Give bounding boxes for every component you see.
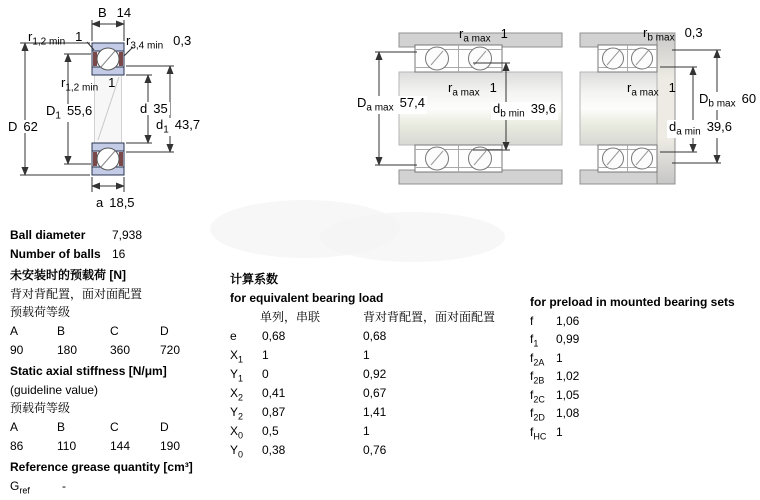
col-header: C bbox=[110, 419, 119, 434]
factor-label: $f_{2D}$ bbox=[530, 406, 545, 423]
dim-label-ra-max-mid: $r_{a max}$ 1 bbox=[448, 80, 497, 99]
calc-heading-cn: 计算系数 bbox=[230, 272, 279, 286]
factor-value: 0,99 bbox=[556, 332, 580, 346]
col-header: D bbox=[160, 419, 169, 434]
preload-unmounted-heading: 未安装时的预载荷 [N] bbox=[10, 268, 126, 283]
factor-label: $X_2$ bbox=[230, 386, 244, 403]
table-header-row bbox=[10, 322, 225, 341]
dim-label-da-min: $d_{a min}$ 39,6 bbox=[669, 119, 732, 138]
ball-diameter-value: 7,938 bbox=[112, 228, 143, 242]
table-row bbox=[230, 422, 520, 441]
col-header: C bbox=[110, 323, 119, 338]
dim-label-rb-max: $r_{b max}$ 0,3 bbox=[643, 25, 703, 44]
table-row bbox=[10, 226, 225, 245]
factor-label: $f_{HC}$ bbox=[530, 424, 547, 441]
factor-value-2: 1,41 bbox=[363, 405, 387, 419]
table-row bbox=[10, 245, 225, 264]
preload-unmounted-config-line: 背对背配置，面对面配置 bbox=[10, 286, 143, 301]
table-row bbox=[530, 330, 758, 349]
factor-value-1: 0,38 bbox=[262, 443, 286, 457]
factor-value-2: 0,68 bbox=[363, 329, 387, 343]
preload-value-c: 360 bbox=[110, 342, 131, 357]
factor-label: $f_{2A}$ bbox=[530, 350, 545, 367]
number-of-balls-label: Number of balls bbox=[10, 246, 101, 261]
dim-label-db-max: $D_{b max}$ 60 bbox=[699, 91, 757, 110]
table-header-row bbox=[230, 308, 520, 327]
preload-factors-section bbox=[530, 293, 758, 441]
table-row bbox=[530, 404, 758, 423]
grease-ref-value: - bbox=[62, 478, 66, 493]
table-row bbox=[530, 349, 758, 368]
calc-heading-en: for equivalent bearing load bbox=[230, 291, 384, 305]
ball-diameter-label: Ball diameter bbox=[10, 228, 86, 242]
factor-label: $f_1$ bbox=[530, 332, 539, 349]
dim-label-da-max: $D_{a max}$ 57,4 bbox=[357, 95, 425, 114]
factor-value-2: 0,92 bbox=[363, 367, 387, 381]
factor-label: $f_{2B}$ bbox=[530, 369, 545, 386]
number-of-balls-value: 16 bbox=[112, 246, 126, 261]
preload-value-a: 90 bbox=[10, 342, 24, 357]
dim-label-b: B 14 bbox=[98, 5, 132, 20]
dim-label-a: a 18,5 bbox=[96, 195, 135, 210]
factor-value-2: 1 bbox=[363, 348, 370, 362]
table-row bbox=[530, 367, 758, 386]
preload-mounted-heading: for preload in mounted bearing sets bbox=[530, 295, 735, 309]
factor-value-1: 0,87 bbox=[262, 405, 286, 419]
stiffness-value-a: 86 bbox=[10, 438, 24, 453]
factor-value: 1,02 bbox=[556, 369, 580, 383]
stiffness-value-b: 110 bbox=[57, 438, 77, 453]
preload-unmounted-class-line: 预载荷等级 bbox=[10, 305, 71, 320]
table-header-row bbox=[10, 418, 225, 437]
factor-label: e bbox=[230, 329, 237, 343]
factor-value-1: 0,41 bbox=[262, 386, 286, 400]
table-row bbox=[530, 423, 758, 442]
factor-value-1: 0,5 bbox=[262, 424, 279, 438]
grease-heading: Reference grease quantity [cm³] bbox=[10, 460, 193, 475]
stiffness-value-c: 144 bbox=[110, 438, 131, 453]
dim-label-d1-outer: $D_1$ 55,6 bbox=[46, 103, 93, 122]
dim-label-r12-min-mid: $r_{1,2 min}$ 1 bbox=[61, 75, 116, 94]
calculation-factors-section bbox=[230, 270, 520, 460]
factor-label: $Y_2$ bbox=[230, 405, 244, 422]
factor-value: 1,08 bbox=[556, 406, 580, 420]
table-row bbox=[230, 346, 520, 365]
dim-label-bore-diameter: d 35 bbox=[140, 101, 168, 116]
factor-value-2: 0,76 bbox=[363, 443, 387, 457]
table-row bbox=[10, 477, 225, 496]
table-row bbox=[230, 365, 520, 384]
factor-value: 1 bbox=[556, 424, 563, 439]
table-row bbox=[10, 341, 225, 360]
table-row bbox=[230, 441, 520, 460]
mounted-pair-diagram-b bbox=[580, 33, 675, 184]
factor-label: $X_1$ bbox=[230, 348, 244, 365]
table-row bbox=[530, 386, 758, 405]
general-data-section bbox=[10, 226, 225, 495]
factor-value: 1,05 bbox=[556, 387, 580, 402]
factor-label: $Y_1$ bbox=[230, 367, 244, 384]
preload-value-d: 720 bbox=[160, 342, 181, 357]
stiffness-heading: Static axial stiffness [N/μm] bbox=[10, 364, 167, 379]
grease-ref-label: $G_{ref}$ bbox=[10, 478, 30, 496]
col-header-back-to-back: 背对背配置，面对面配置 bbox=[363, 310, 496, 324]
dim-label-outer-diameter: D 62 bbox=[8, 119, 38, 134]
table-row bbox=[530, 312, 758, 331]
factor-value-1: 1 bbox=[262, 348, 269, 362]
factor-value: 1 bbox=[556, 350, 563, 365]
col-header: A bbox=[10, 419, 19, 434]
table-row bbox=[10, 437, 225, 456]
table-row bbox=[230, 327, 520, 346]
table-row bbox=[230, 384, 520, 403]
dim-label-d1-inner: $d_1$ 43,7 bbox=[156, 117, 201, 136]
dim-label-r34-min: $r_{3,4 min}$ 0,3 bbox=[126, 33, 192, 52]
dim-label-r12-min-top: $r_{1,2 min}$ 1 bbox=[28, 29, 83, 48]
stiffness-class-line: 预载荷等级 bbox=[10, 401, 71, 416]
factor-label: $f_{2C}$ bbox=[530, 387, 545, 404]
dim-label-ra-max-3: $r_{a max}$ 1 bbox=[627, 80, 676, 99]
col-header: D bbox=[160, 323, 169, 338]
col-header: A bbox=[10, 323, 19, 338]
table-row bbox=[230, 403, 520, 422]
factor-label: $Y_0$ bbox=[230, 443, 244, 460]
dim-label-ra-max-top: $r_{a max}$ 1 bbox=[459, 26, 508, 45]
factor-value-1: 0,68 bbox=[262, 329, 286, 343]
factor-label: $X_0$ bbox=[230, 424, 244, 441]
dim-label-db-min: $d_{b min}$ 39,6 bbox=[493, 101, 556, 120]
factor-label: f bbox=[530, 313, 534, 328]
stiffness-value-d: 190 bbox=[160, 438, 181, 453]
single-bearing-cross-section bbox=[92, 43, 124, 175]
factor-value-2: 1 bbox=[363, 424, 370, 438]
preload-value-b: 180 bbox=[57, 342, 78, 357]
factor-value-2: 0,67 bbox=[363, 386, 387, 400]
stiffness-guideline-line: (guideline value) bbox=[10, 382, 99, 397]
col-header: B bbox=[57, 419, 66, 434]
factor-value-1: 0 bbox=[262, 367, 269, 381]
factor-value: 1,06 bbox=[556, 313, 580, 328]
col-header: B bbox=[57, 323, 66, 338]
watermark-blob bbox=[320, 212, 505, 262]
col-header-single-tandem: 单列，串联 bbox=[260, 310, 321, 324]
